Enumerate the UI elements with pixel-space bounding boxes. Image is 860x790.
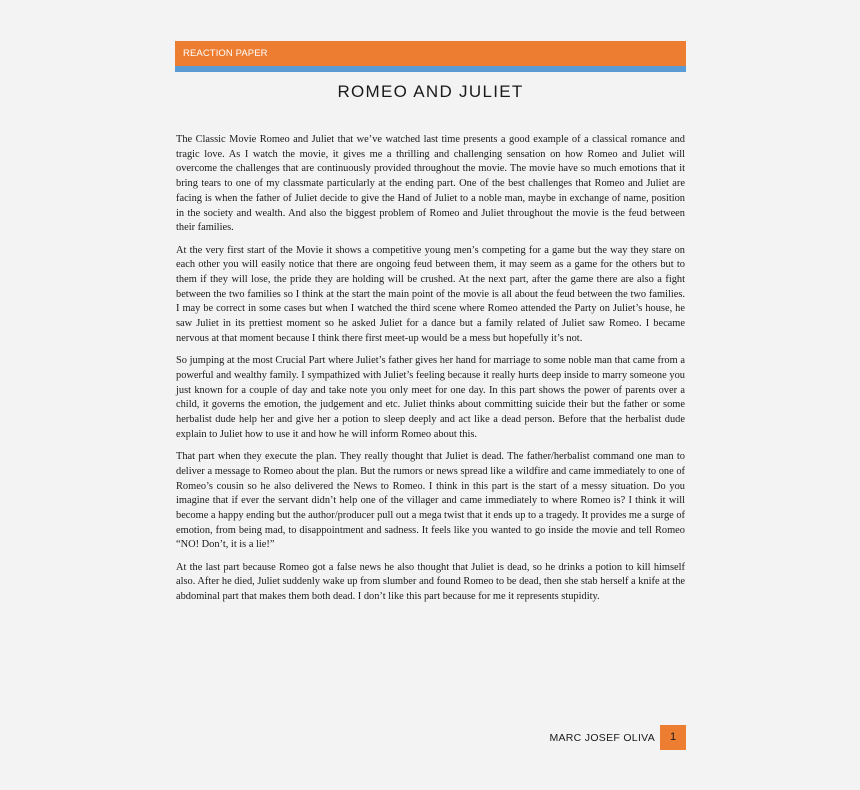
header-rule [175,66,686,72]
header-band [175,41,686,66]
paragraph: At the very first start of the Movie it shows a competitive young men’s competing for a game but the way they stare on each other you will easily notice that there are ongoing feud between them, it may seem as a game for the others but to them if they will lose, the pride they are holding will be crushed. At the next part, after the game there are also a fight between the two families so I think at the start the main point of the movie is all about the feud between the two families. I may be correct in some cases but when I watched the third scene where Romeo attended the Party on Juliet’s house, he saw Juliet in its prettiest moment so he asked Juliet for a dance but a family related of Juliet saw Romeo. I became nervous at that moment because I think there first meet-up would be a mess but hopefully it’s not. [176,244,685,344]
page-number: 1 [660,725,686,750]
document-title: ROMEO AND JULIET [337,82,524,101]
document-body [176,133,685,613]
footer-author: MARC JOSEF OLIVA [549,732,655,744]
paragraph: So jumping at the most Crucial Part where Juliet’s father gives her hand for marriage to some noble man that came from a powerful and wealthy family. I sympathized with Juliet’s feeling because it really hurts deep inside to marry someone you just known for a couple of day and take note you only meet for one day. In this part shows the power of parents over a child, it governs the emotion, the judgement and etc. Juliet thinks about committing suicide their but the father or some herbalist dude help her and give her a potion to sleep deeply and act like a dead person. Before that the herbalist dude explain to Juliet how to use it and how he will inform Romeo about this. [176,355,685,440]
paragraph: At the last part because Romeo got a false news he also thought that Juliet is dead, so he drinks a potion to kill himself also. After he died, Juliet suddenly wake up from slumber and found Romeo to be dead, then she stab herself a knife at the abdominal part that makes them both dead. I don’t like this part because for me it represents stupidity. [176,561,686,603]
paragraph: The Classic Movie Romeo and Juliet that we’ve watched last time presents a good example of a classical romance and tragic love. As I watch the movie, it gives me a thrilling and challenging sensation on how Romeo and Juliet will overcome the challenges that are continuously provided throughout the movie. The movie have so much emotions that it bring tears to one of my classmate particularly at the ending part. One of the best challenges that Romeo and Juliet are facing is when the father of Juliet decide to give the Hand of Juliet to a noble man, maybe in exchange of name, position in the society and wealth. And also the biggest problem of Romeo and Juliet throughout the movie is the feud between their families. [176,134,685,234]
header-label: REACTION PAPER [183,48,268,59]
paragraph: That part when they execute the plan. They really thought that Juliet is dead. The father/herbalist command one man to deliver a message to Romeo about the plan. But the rumors or news spread like a wildfire and came immediately to one of Romeo’s cousin so he also delivered the News to Romeo. I think in this part is the start of a messy situation. Do you imagine that if ever the servant didn’t help one of the villager and came immediately to where Romeo is? I think it will become a happy ending but the author/producer pull out a mega twist that it ends up to a tragedy. It provides me a surge of emotion, from being mad, to disappointment and sadness. It feels like you wanted to go inside the movie and tell Romeo “NO! Don’t, it is a lie!” [176,451,686,551]
